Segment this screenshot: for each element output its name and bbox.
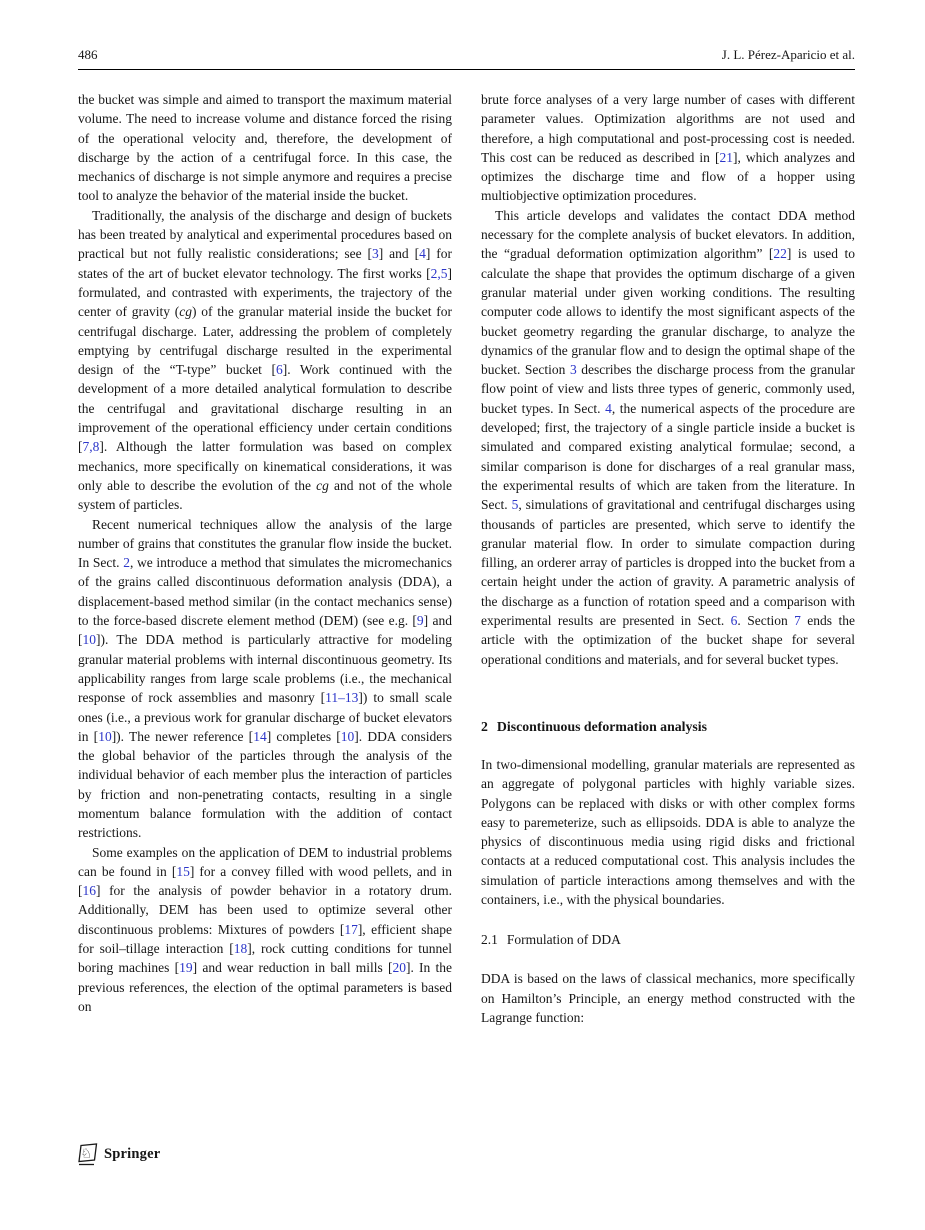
subsection-number: 2.1: [481, 932, 498, 948]
citation-link[interactable]: 7,8: [82, 439, 100, 455]
svg-text:♘: ♘: [80, 1146, 93, 1162]
section-number: 2: [481, 718, 488, 734]
citation-link[interactable]: 10: [82, 632, 96, 648]
citation-link[interactable]: 9: [416, 613, 424, 629]
citation-link[interactable]: 4: [605, 400, 612, 416]
citation-link[interactable]: 16: [82, 883, 96, 899]
right-column-top: [481, 90, 855, 669]
section-heading: [481, 717, 855, 736]
paragraph: This article develops and validates the contact DDA method necessary for the complete analysis of bucket elevators. In addition, the “gradual deformation optimization algorithm” [22] is used to calculate the shape that provides the optimum discharge of a given granular material under given working conditions. The resulting computer code allows to identify the most significant aspects of the bucket geometry regarding the granular discharge, to analyze the dynamics of the granular flow and to design the optimal shape of the bucket. Section 3 describes the discharge process from the granular flow point of view and lists three types of generic, commonly used, bucket types. In Sect. 4, the numerical aspects of the procedure are developed; first, the trajectory of a single particle inside a bucket is simulated and compared existing analytical formulae; second, a similar comparison is done for discharges of a real granular mass, the experimental results of which are taken from the literature. In Sect. 5, simulations of gravitational and centrifugal discharges using thousands of particles are presented, which serve to identify the granular material flow. In order to simulate compaction during filling, an orderer array of particles is dropped into the bucket from a certain height under the action of gravity. A parametric analysis of the discharge as a function of rotation speed and a comparison with experimental results are presented in Sect. 6. Section 7 ends the article with the optimization of the bucket shape for several operational conditions and materials, and for several bucket types.: [481, 207, 855, 667]
subsection-heading: [481, 930, 855, 949]
section-body: [481, 755, 855, 909]
citation-link[interactable]: 22: [773, 246, 787, 262]
citation-link[interactable]: 20: [392, 960, 406, 976]
page-number: 486: [78, 47, 98, 62]
paragraph: In two-dimensional modelling, granular materials are represented as an aggregate of polygonal particles with highly variable sizes. Polygons can be replaced with disks or with other complex forms easy to paremeterize, such as ellipsoids. DDA is able to analyze the physics of discontinuous media using rigid disks and frictional contacts at a reduced computational cost. This analysis includes the simulation of particle interactions among themselves and with the containers, i.e., with the physical boundaries.: [481, 756, 855, 907]
column-right: [481, 90, 855, 1027]
paragraph: Recent numerical techniques allow the analysis of the large number of grains that constitutes the granular flow inside the bucket. In Sect. 2, we introduce a method that simulates the micromechanics of the grains called discontinuous deformation analysis (DDA), a displacement-based method similar (in the contact mechanics sense) to the force-based discrete element method (DEM) (see e.g. [9] and [10]). The DDA method is particularly attractive for modeling granular material problems with internal discontinuous geometry. Its applicability ranges from large scale problems (i.e., the mechanical response of rock assemblies and masonry [11–13]) to small scale ones (i.e., a previous work for granular discharge of bucket elevators in [10]). The newer reference [14] completes [10]. DDA considers the global behavior of the particles through the analysis of the individual behavior of each member plus the interaction of particles by friction and non-penetrating contacts, resulting in a single momentum balance formulation with the addition of contact restrictions.: [78, 516, 452, 841]
paragraph: brute force analyses of a very large number of cases with different parameter values. Optimization algorithms are not used and therefore, a high computational and post-processing cost is needed. This cost can be reduced as described in [21], which analyzes and optimizes the discharge time and flow of a hopper using multiobjective optimization procedures.: [481, 92, 855, 204]
header-rule: [78, 69, 855, 70]
citation-link[interactable]: 14: [253, 728, 267, 744]
citation-link[interactable]: 18: [233, 941, 248, 957]
citation-link[interactable]: 11–13: [325, 690, 359, 706]
citation-link[interactable]: 10: [98, 728, 112, 744]
citation-link[interactable]: 21: [719, 149, 733, 165]
paragraph: DDA is based on the laws of classical mechanics, more specifically on Hamilton’s Principle, an energy method constructed with the Lagrange function:: [481, 971, 855, 1025]
citation-link[interactable]: 4: [419, 246, 426, 262]
column-left: [78, 90, 452, 1016]
citation-link[interactable]: 15: [176, 863, 190, 879]
page-header: [78, 47, 855, 63]
springer-logo: [76, 1141, 160, 1167]
subsection-title: Formulation of DDA: [506, 932, 621, 948]
citation-link[interactable]: 17: [344, 921, 358, 937]
citation-link[interactable]: 7: [794, 613, 801, 629]
citation-link[interactable]: 19: [179, 960, 193, 976]
citation-link[interactable]: 3: [569, 362, 577, 378]
section-title: Discontinuous deformation analysis: [496, 718, 707, 734]
citation-link[interactable]: 5: [511, 497, 519, 513]
citation-link[interactable]: 2: [123, 555, 130, 571]
publisher-name: Springer: [104, 1145, 161, 1162]
citation-link[interactable]: 3: [372, 246, 379, 262]
springer-knight-icon: [76, 1141, 99, 1167]
citation-link[interactable]: 2,5: [430, 265, 448, 281]
citation-link[interactable]: 6: [276, 362, 283, 378]
running-head: J. L. Pérez-Aparicio et al.: [721, 47, 855, 62]
citation-link[interactable]: 6: [730, 613, 738, 629]
subsection-body: [481, 969, 855, 1027]
paragraph: Some examples on the application of DEM to industrial problems can be found in [15] for a convey filled with wood pellets, and in [16] for the analysis of powder behavior in a rotatory drum. Additionally, DEM has been used to optimize several other discontinuous problems: Mixtures of powders [17], efficient shape for soil–tillage interaction [18], rock cutting conditions for tunnel boring machines [19] and wear reduction in ball mills [20]. In the previous references, the election of the optimal parameters is based on: [78, 844, 452, 1014]
paragraph: Traditionally, the analysis of the discharge and design of buckets has been treated by analytical and experimental procedures based on practical but not fully realistic considerations; see [3] and [4] for states of the art of bucket elevator technology. The first works [2,5] formulated, and contrasted with experiments, the trajectory of the center of gravity (cg) of the granular material inside the bucket for centrifugal discharge. Later, addressing the problem of completely emptying by centrifugal discharge resulted in the experimental design of the “T-type” bucket [6]. Work continued with the development of a more detailed analytical formulation to describe the centrifugal and gravitational discharge resulting in an improvement of the operational efficiency under certain conditions [7,8]. Although the latter formulation was based on complex mechanics, more specifically on kinematical considerations, it was only able to describe the evolution of the cg and not of the whole system of particles.: [78, 207, 453, 513]
paragraph: the bucket was simple and aimed to transport the maximum material volume. The need to increase volume and distance forced the rising of the operational velocity and, therefore, the development of discharge by the action of a centrifugal force. In this case, the mechanics of discharge is not simple anymore and requires a precise tool to analyze the behavior of the material inside the bucket.: [78, 92, 452, 204]
citation-link[interactable]: 10: [340, 728, 355, 744]
